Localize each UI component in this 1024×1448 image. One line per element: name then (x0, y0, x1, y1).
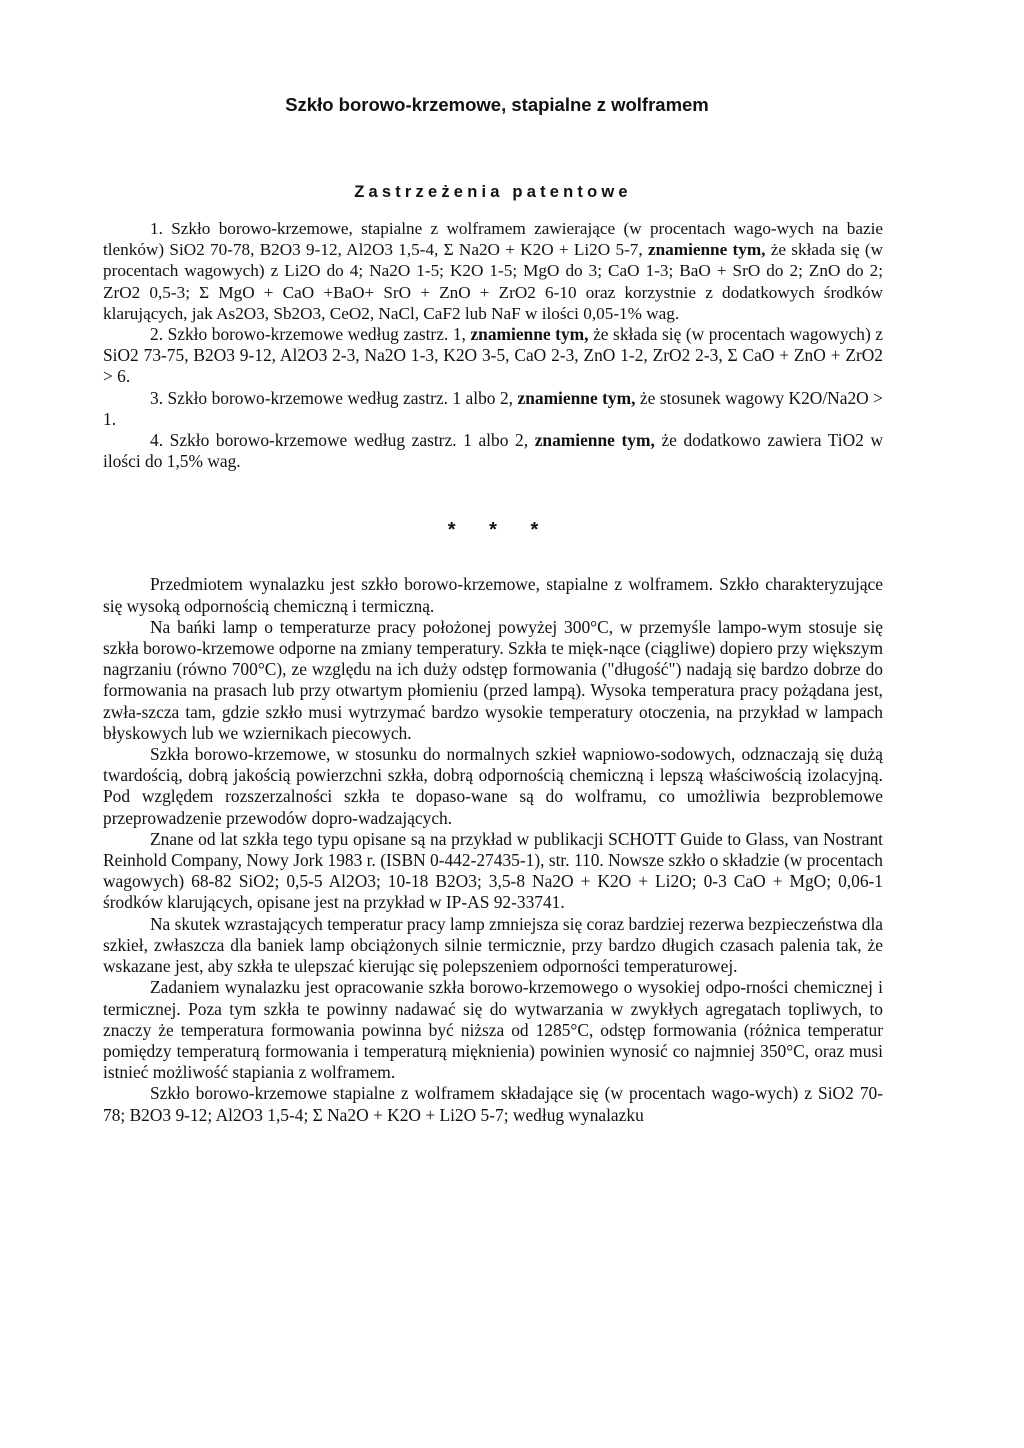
description-paragraph: Szkło borowo-krzemowe stapialne z wolframem składające się (w procentach wago-wych) z SiO2 70-78; B2O3 9-12; Al2O3 1,5-4; Σ Na2O + K2O + Li2O 5-7; według wynalazku (103, 1083, 883, 1125)
description-paragraph: Na bańki lamp o temperaturze pracy położonej powyżej 300°C, w przemyśle lampo-wym stosuje się szkła borowo-krzemowe odporne na zmiany temperatury. Szkła te mięk-nące (ciągliwe) dopiero przy większym nagrzaniu (równo 700°C), ze względu na ich duży odstęp formowania ("długość") nadają się bardzo dobrze do formowania na prasach lub przy otwartym płomieniu (przed lampą). Wysoka temperatura pracy pożądana jest, zwła-szcza tam, gdzie szkło musi wytrzymać bardzo wysokie temperatury otoczenia, na przykład w lampach błyskowych lub we wziernikach piecowych. (103, 616, 883, 743)
claim-2-rest: że składa się (w procentach wagowych) z SiO2 73-75, B2O3 9-12, Al2O3 2-3, Na2O 1-3, K2O 3-5, CaO 2-3, ZnO 1-2, ZrO2 2-3, Σ CaO + ZnO + ZrO2 > 6. (103, 324, 884, 387)
description-paragraph: Zadaniem wynalazku jest opracowanie szkła borowo-krzemowego o wysokiej odpo-rności chemicznej i termicznej. Poza tym szkła te powinny nadawać się do wytwarzania w zwykłych agregatach topliwych, to znaczy że temperatura formowania powinna być niższa od 1285°C, odstęp formowania (różnica temperatur pomiędzy temperaturą formowania i temperaturą mięknienia) powinien wynosić co najmniej 350°C, oraz musi istnieć możliwość stapiania z wolframem. (103, 977, 883, 1083)
document-title: Szkło borowo-krzemowe, stapialne z wolframem (285, 94, 709, 115)
claim-1-mark: znamienne tym, (647, 240, 766, 260)
section-separator: * * * (447, 519, 553, 542)
claim-3-mark: znamienne tym, (517, 387, 636, 408)
claim-2-mark: znamienne tym, (470, 324, 589, 345)
claim-1 (103, 218, 883, 324)
description-paragraph: Szkła borowo-krzemowe, w stosunku do normalnych szkieł wapniowo-sodowych, odznaczają się dużą twardością, dobrą jakością powierzchni szkła, dobrą odpornością chemiczną i lepszą właściwością izolacyjną. Pod względem rozszerzalności szkła te dopaso-wane są do wolframu, co umożliwia bezproblemowe przeprowadzenie przewodów dopro-wadzających. (103, 744, 883, 828)
claim-3-rest: że stosunek wagowy K2O/Na2O > 1. (103, 387, 883, 429)
description-section (103, 574, 883, 1125)
claim-4-mark: znamienne tym, (534, 430, 655, 451)
claim-4-lead: 4. Szkło borowo-krzemowe według zastrz. 1 albo 2, (150, 430, 529, 451)
claims-heading: Zastrzeżenia patentowe (354, 183, 632, 201)
document-page (103, 92, 883, 1126)
claim-3-lead: 3. Szkło borowo-krzemowe według zastrz. 1 albo 2, (150, 387, 514, 408)
claim-1-rest: że składa się (w procentach wagowych) z Li2O do 4; Na2O 1-5; K2O 1-5; MgO do 3; CaO 1-3; BaO + SrO do 2; ZnO do 2; ZrO2 0,5-3; Σ MgO + CaO +BaO+ SrO + ZnO + ZrO2 6-10 oraz korzystnie z dodatkowych środków klarujących, jak As2O3, Sb2O3, CeO2, NaCl, CaF2 lub NaF w ilości 0,05-1% wag. (103, 240, 884, 323)
claim-1-lead: 1. Szkło borowo-krzemowe, stapialne z wolframem zawierające (w procentach wago-wych na bazie tlenków) SiO2 70-78, B2O3 9-12, Al2O3 1,5-4, Σ Na2O + K2O + Li2O 5-7, (103, 219, 883, 260)
claim-4 (103, 430, 883, 472)
description-paragraph: Przedmiotem wynalazku jest szkło borowo-krzemowe, stapialne z wolframem. Szkło charakteryzujące się wysoką odpornością chemiczną i termiczną. (103, 574, 883, 616)
claim-2-lead: 2. Szkło borowo-krzemowe według zastrz. 1, (150, 324, 466, 345)
description-paragraph: Na skutek wzrastających temperatur pracy lamp zmniejsza się coraz bardziej rezerwa bezpieczeństwa dla szkieł, zwłaszcza dla baniek lamp obciążonych silnie termicznie, przy bardzo długich czasach palenia tak, że wskazane jest, aby szkła te ulepszać kierując się polepszeniem odporności temperaturowej. (103, 913, 883, 977)
description-paragraph: Znane od lat szkła tego typu opisane są na przykład w publikacji SCHOTT Guide to Glass, van Nostrant Reinhold Company, Nowy Jork 1983 r. (ISBN 0-442-27435-1), str. 110. Nowsze szkło o składzie (w procentach wagowych) 68-82 SiO2; 0,5-5 Al2O3; 10-18 B2O3; 3,5-8 Na2O + K2O + Li2O; 0-3 CaO + MgO; 0,06-1 środków klarujących, opisane jest na przykład w IP-AS 92-33741. (103, 828, 883, 913)
claims-section (103, 218, 883, 472)
claim-4-rest: że dodatkowo zawiera TiO2 w ilości do 1,5% wag. (103, 430, 883, 472)
claim-2 (103, 324, 883, 388)
claim-3 (103, 388, 883, 430)
